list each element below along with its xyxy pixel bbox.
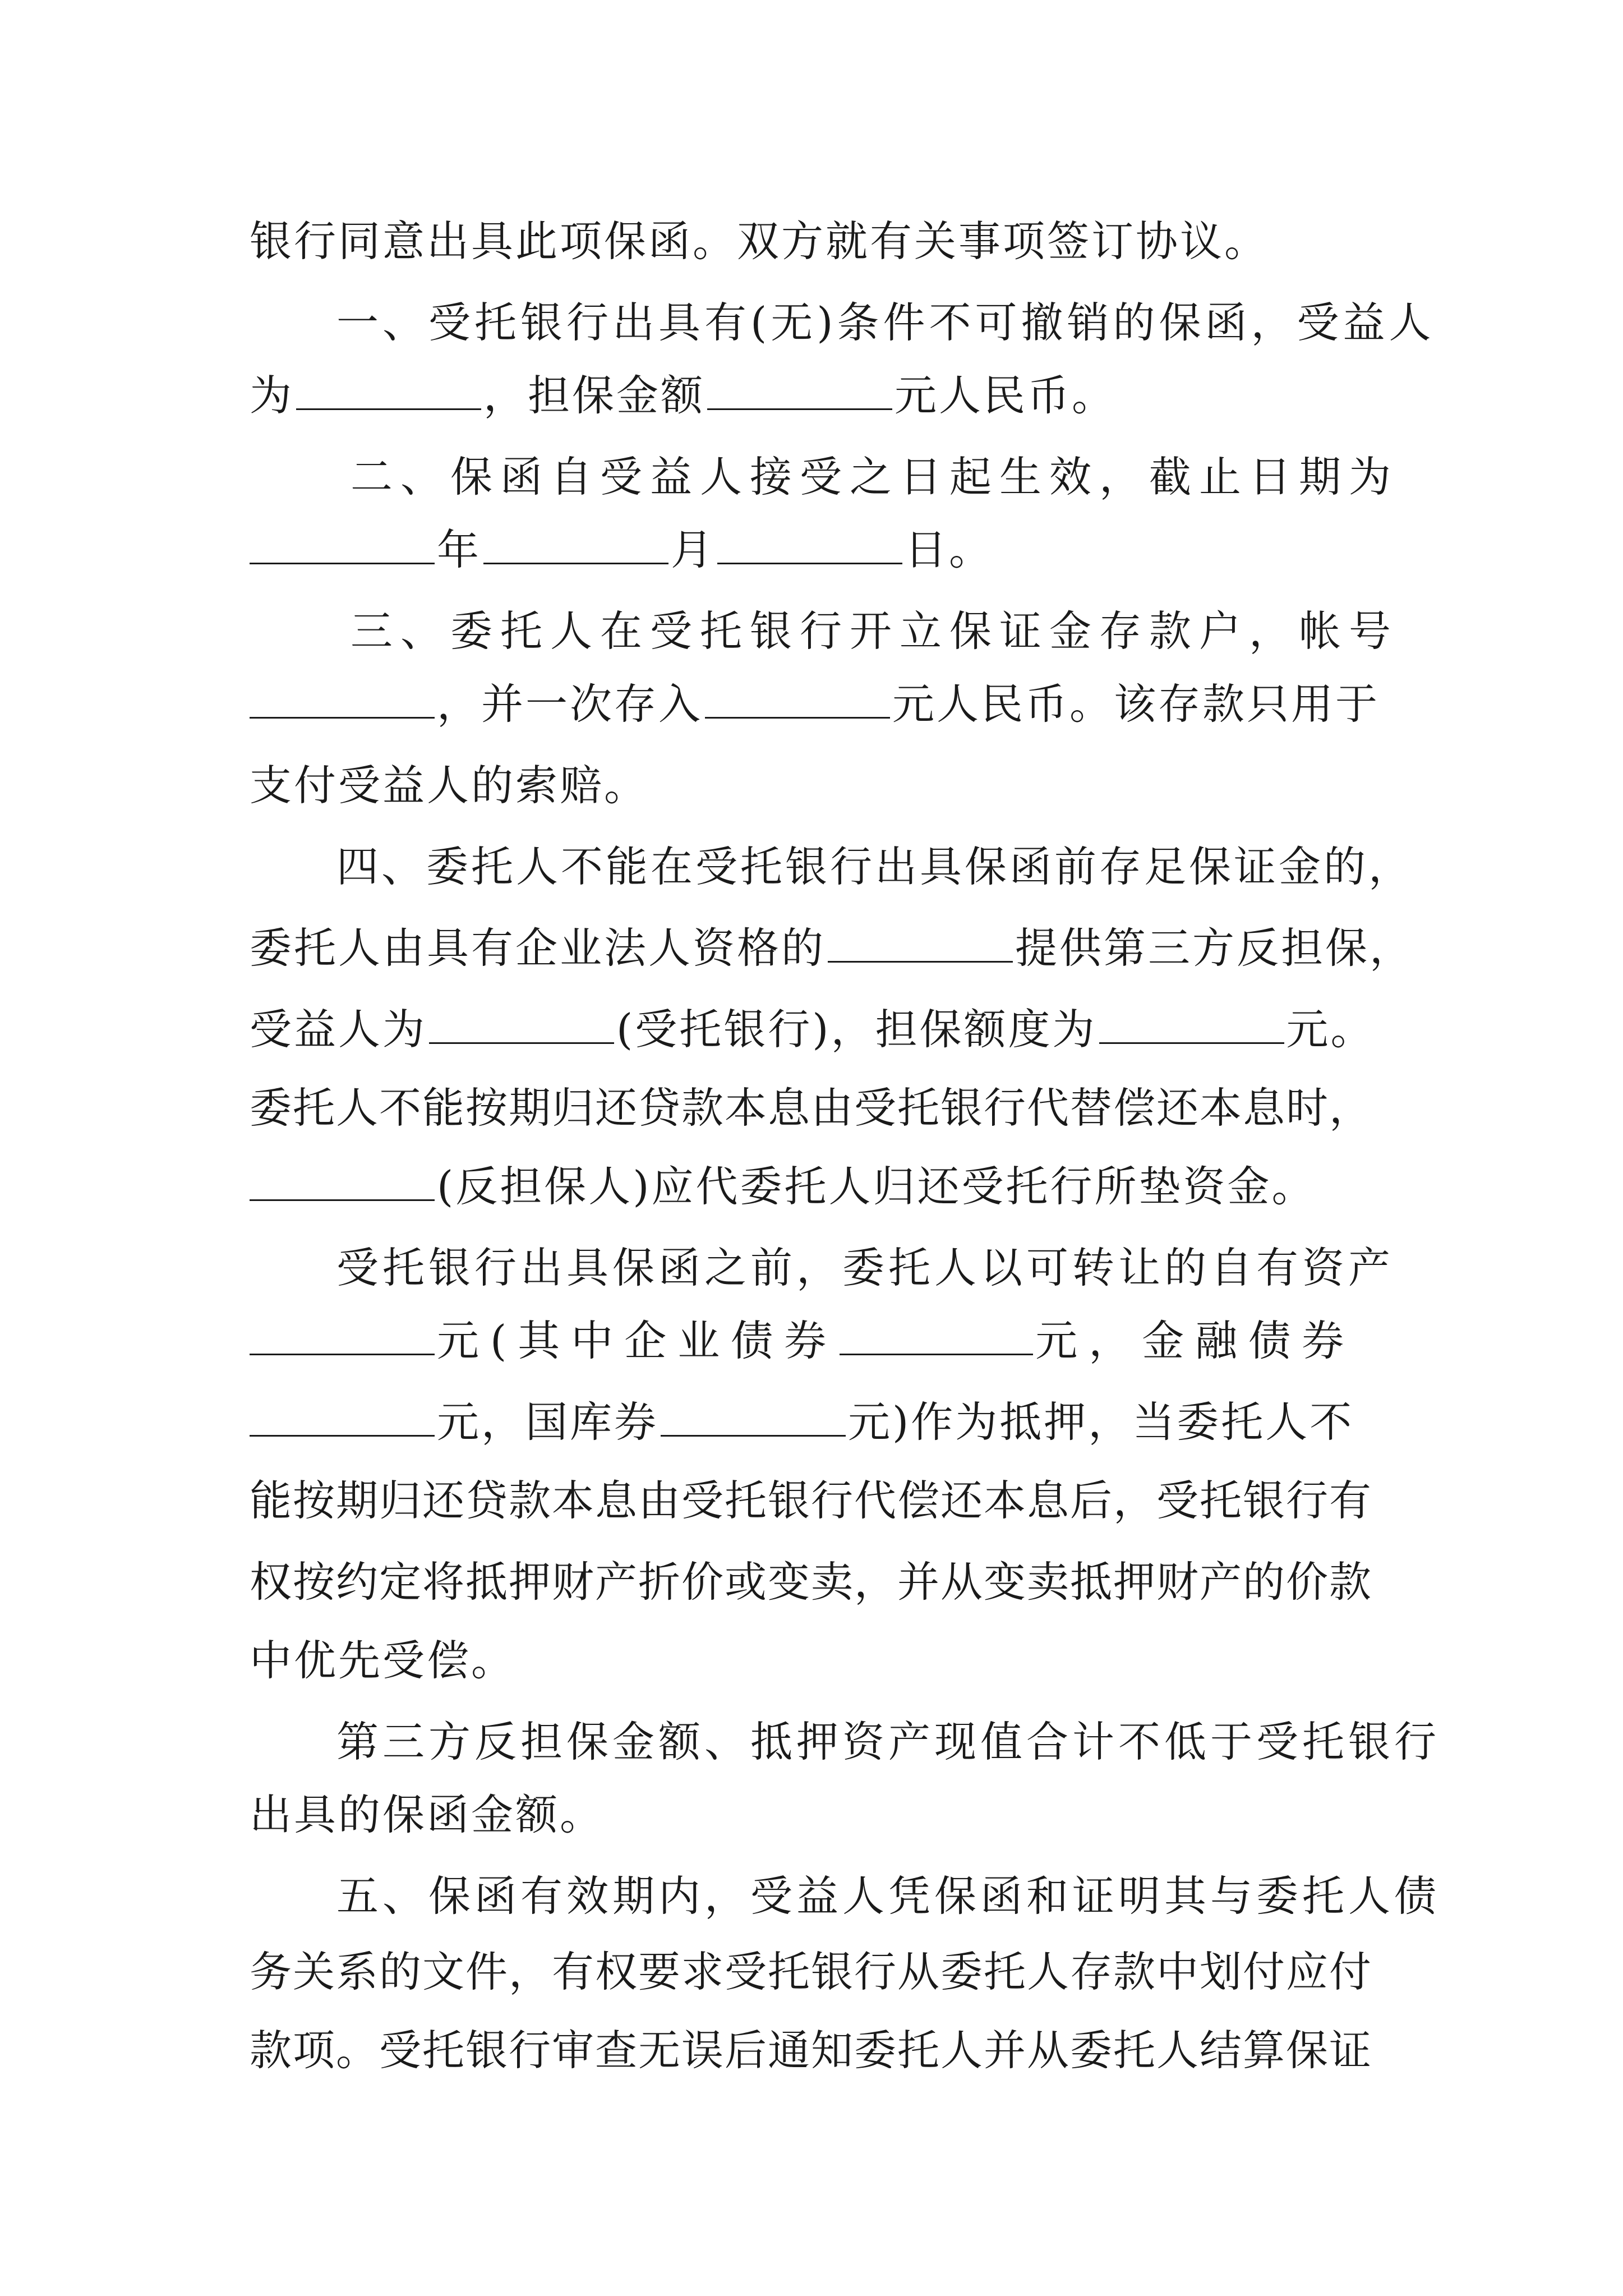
treasury-bond-blank[interactable] bbox=[661, 1395, 846, 1437]
text-segment: 委托人不能按期归还贷款本息由受托银行代替偿还本息时， bbox=[250, 1083, 1373, 1133]
text-segment: 月 bbox=[671, 525, 716, 574]
expiry-month-blank[interactable] bbox=[483, 522, 668, 564]
beneficiary-blank[interactable] bbox=[296, 368, 481, 410]
collateral-paragraph-line bbox=[336, 1237, 1395, 1299]
text-line bbox=[250, 999, 1388, 1060]
corporate-bond-blank[interactable] bbox=[840, 1313, 1033, 1355]
text-segment: 元(其中企业债券 bbox=[437, 1316, 838, 1365]
text-segment: 元人民币。该存款只用于 bbox=[892, 679, 1380, 729]
text-line bbox=[250, 1470, 1388, 1531]
text-segment: 三、委托人在受托银行开立保证金存款户，帐号 bbox=[351, 606, 1399, 656]
text-segment: 元。 bbox=[1286, 1005, 1375, 1054]
text-segment: 出具的保函金额。 bbox=[250, 1790, 605, 1839]
expiry-day-blank[interactable] bbox=[717, 522, 902, 564]
text-line bbox=[250, 2019, 1388, 2081]
text-segment: 日。 bbox=[905, 525, 994, 574]
text-segment: 委托人由具有企业法人资格的 bbox=[250, 923, 826, 973]
text-segment: 能按期归还贷款本息由受托银行代偿还本息后，受托银行有 bbox=[250, 1476, 1373, 1525]
text-segment: (反担保人)应代委托人归还受托行所垫资金。 bbox=[437, 1162, 1316, 1211]
text-line bbox=[250, 1077, 1388, 1139]
text-segment: 二、保函自受益人接受之日起生效，截止日期为 bbox=[351, 452, 1399, 501]
text-segment: 元人民币。 bbox=[895, 371, 1117, 420]
text-segment: 务关系的文件，有权要求受托银行从委托人存款中划付应付 bbox=[250, 1947, 1373, 1996]
text-line bbox=[250, 365, 1388, 426]
text-segment: 年 bbox=[437, 525, 482, 574]
text-segment: 四、委托人不能在受托银行出具保函前存足保证金的， bbox=[336, 842, 1414, 891]
clause-5-line bbox=[336, 1865, 1441, 1927]
clause-4-line bbox=[336, 836, 1414, 898]
deposit-amount-blank[interactable] bbox=[705, 677, 890, 719]
text-segment: 五、保函有效期内，受益人凭保函和证明其与委托人债 bbox=[336, 1871, 1441, 1921]
text-segment: 款项。受托银行审查无误后通知委托人并从委托人结算保证 bbox=[250, 2026, 1373, 2075]
clause-3-line bbox=[351, 600, 1399, 662]
text-segment: 受托银行出具保函之前，委托人以可转让的自有资产 bbox=[336, 1243, 1395, 1292]
text-segment: 第三方反担保金额、抵押资产现值合计不低于受托银行 bbox=[336, 1717, 1441, 1766]
text-line bbox=[250, 1630, 1388, 1691]
text-line bbox=[250, 210, 1388, 272]
clause-2-line bbox=[351, 446, 1399, 508]
text-line bbox=[250, 754, 1388, 816]
text-line bbox=[250, 519, 1388, 581]
text-segment: 一、受托银行出具有(无)条件不可撤销的保函，受益人 bbox=[336, 298, 1435, 347]
beneficiary-bank-blank[interactable] bbox=[429, 1002, 614, 1044]
text-line bbox=[250, 1156, 1388, 1217]
financial-bond-blank[interactable] bbox=[250, 1395, 435, 1437]
text-segment: 元，国库券 bbox=[437, 1397, 659, 1447]
guarantee-amount-blank[interactable] bbox=[707, 368, 892, 410]
text-line bbox=[250, 1551, 1388, 1613]
account-number-blank[interactable] bbox=[250, 677, 435, 719]
text-segment: 中优先受偿。 bbox=[250, 1636, 516, 1685]
text-segment: 为 bbox=[250, 371, 294, 420]
text-segment: ，并一次存入 bbox=[437, 679, 703, 729]
guarantee-limit-blank[interactable] bbox=[1099, 1002, 1284, 1044]
text-segment: 提供第三方反担保， bbox=[1015, 923, 1414, 973]
expiry-year-blank[interactable] bbox=[250, 522, 435, 564]
aggregate-paragraph-line bbox=[336, 1711, 1441, 1773]
counter-guarantor-name-blank[interactable] bbox=[250, 1159, 435, 1201]
clause-1-line bbox=[336, 292, 1435, 353]
text-line bbox=[250, 1391, 1388, 1453]
text-segment: ，担保金额 bbox=[483, 371, 706, 420]
text-line bbox=[250, 917, 1414, 979]
text-segment: 元，金融债券 bbox=[1035, 1316, 1355, 1365]
text-segment: (受托银行)，担保额度为 bbox=[616, 1005, 1097, 1054]
collateral-total-blank[interactable] bbox=[250, 1313, 435, 1355]
text-line bbox=[250, 1941, 1388, 2003]
text-segment: 银行同意出具此项保函。双方就有关事项签订协议。 bbox=[250, 217, 1269, 266]
text-line bbox=[250, 1784, 1388, 1846]
text-segment: 权按约定将抵押财产折价或变卖，并从变卖抵押财产的价款 bbox=[250, 1557, 1373, 1607]
text-segment: 受益人为 bbox=[250, 1005, 427, 1054]
text-line bbox=[250, 673, 1388, 735]
text-segment: 元)作为抵押，当委托人不 bbox=[848, 1397, 1354, 1447]
text-segment: 支付受益人的索赔。 bbox=[250, 761, 649, 810]
text-line bbox=[250, 1310, 1388, 1372]
counter-guarantor-blank[interactable] bbox=[828, 921, 1013, 963]
